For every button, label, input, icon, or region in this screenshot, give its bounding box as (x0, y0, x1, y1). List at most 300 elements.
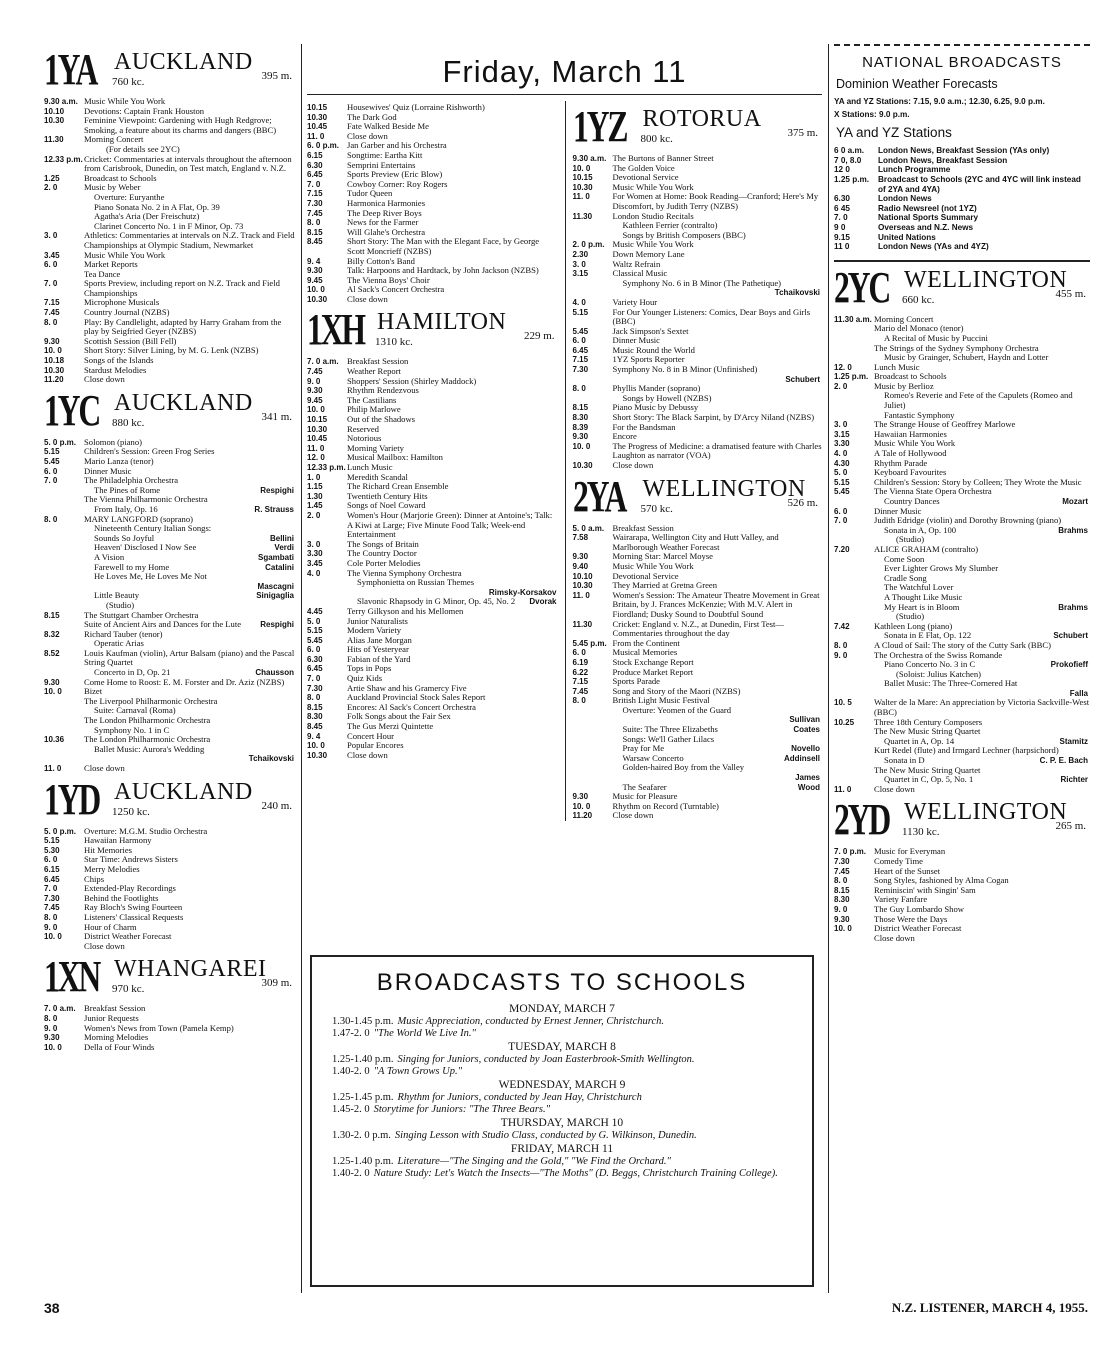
program-time: 2. 0 p.m. (572, 240, 605, 250)
program-time: 8.45 (307, 237, 323, 247)
program-text: Songs of Noel Coward (347, 500, 426, 511)
station-header (44, 45, 296, 94)
program-item (307, 151, 559, 161)
program-item (44, 932, 296, 942)
program-item (834, 727, 1090, 737)
program-time: 8. 0 (834, 640, 848, 650)
program-text: Quiz Kids (347, 673, 383, 684)
program-time: 7. 0 (307, 674, 321, 684)
program-text: Phyllis Mander (soprano) (612, 383, 701, 394)
program-time: 10. 0 (44, 1042, 62, 1052)
schools-day: MONDAY, MARCH 7 (509, 1003, 615, 1015)
program-item (834, 593, 1090, 603)
program-time: 10.30 (572, 581, 593, 591)
program-text: Broadcast to Schools (874, 371, 947, 382)
program-time: 6.45 (307, 170, 323, 180)
program-time (573, 754, 613, 764)
program-item (44, 174, 296, 184)
program-title: Sonata in D (884, 755, 925, 766)
program-time: 1.30 (307, 491, 323, 501)
program-item (307, 655, 559, 665)
composer: James (795, 773, 820, 783)
program-text: The Songs of Britain (347, 538, 419, 549)
program-text: Piano Sonata No. 2 in A Flat, Op. 39 (94, 201, 220, 212)
program-text: Classical Music (612, 268, 668, 279)
program-time: 8.15 (834, 885, 850, 895)
program-time (834, 934, 874, 944)
program-text: The Progress of Medicine: a dramatised feature with Charles Laughton as narrator (VOA) (612, 440, 822, 461)
program-time: 3. 0 (572, 259, 586, 269)
program-time (44, 582, 84, 592)
national-item (834, 156, 1090, 166)
program-text: Close down (347, 293, 388, 304)
national-item (834, 233, 1090, 243)
program-item (573, 763, 823, 773)
program-item (307, 732, 559, 742)
program-text: Piano Music by Debussy (612, 402, 699, 413)
program-text: Tudor Queen (347, 188, 393, 199)
program-item (44, 572, 296, 582)
program-item (44, 346, 296, 356)
station-name: HAMILTON (377, 309, 507, 336)
program-time: 10.15 (572, 173, 593, 183)
program-time (44, 524, 84, 534)
station-1ya (44, 45, 296, 385)
program-item (44, 476, 296, 486)
program-item (834, 459, 1090, 469)
national-time: 6 45 (834, 203, 850, 213)
program-text: District Weather Forecast (84, 931, 172, 942)
program-item (573, 192, 823, 211)
program-time (834, 727, 874, 737)
station-1yc (44, 385, 296, 774)
national-rule (834, 260, 1090, 262)
program-text: Tea Dance (84, 268, 121, 279)
program-text: Terry Gilkyson and his Mellomen (347, 605, 464, 616)
program-item (44, 116, 296, 135)
program-text: Mario del Monaco (tenor) (874, 323, 964, 334)
program-time: 9.30 (44, 1033, 60, 1043)
program-item (307, 722, 559, 732)
program-title: Concerto in D, Op. 21 (94, 667, 171, 678)
program-text: The New Music String Quartet (874, 764, 981, 775)
program-time: 7.15 (572, 677, 589, 687)
program-time: 6.30 (307, 654, 323, 664)
program-time: 10.45 (307, 122, 328, 132)
program-item (307, 377, 559, 387)
program-text: Meredith Scandal (347, 471, 408, 482)
program-time: 9.30 (834, 914, 850, 924)
program-text: Breakfast Session (347, 356, 409, 367)
schools-title: BROADCASTS TO SCHOOLS (376, 969, 748, 996)
schools-day: WEDNESDAY, MARCH 9 (498, 1079, 626, 1091)
program-text: Overture: Yeomen of the Guard (622, 704, 732, 715)
program-item (44, 279, 296, 298)
program-text: The Philadelphia Orchestra (84, 475, 179, 486)
schools-time: 1.25-1.40 p.m. (332, 1054, 394, 1065)
program-time: 7.15 (572, 355, 589, 365)
program-item (307, 285, 559, 295)
program-item (307, 396, 559, 406)
program-time: 7.45 (307, 367, 323, 377)
program-title: From Italy, Op. 16 (94, 503, 158, 514)
program-time: 8. 0 (307, 218, 321, 228)
program-text: Fantastic Symphony (884, 409, 955, 420)
program-text: Music While You Work (612, 560, 694, 571)
program-item (307, 141, 559, 151)
program-item (834, 372, 1090, 382)
program-time (834, 324, 874, 334)
program-text: Close down (874, 783, 915, 794)
program-time (44, 495, 84, 505)
national-time: 9 0 (834, 222, 846, 232)
program-text: The London Philharmonic Orchestra (84, 734, 211, 745)
program-text: Weather Report (347, 366, 401, 377)
wavelength: 526 m. (787, 496, 818, 509)
schools-time: 1.30-2. 0 p.m. (332, 1130, 391, 1141)
composer: Schubert (785, 374, 820, 384)
program-time: 9.30 (307, 386, 323, 396)
program-text: Cole Porter Melodies (347, 557, 421, 568)
program-time: 7. 0 (834, 516, 848, 526)
column-right (834, 44, 1090, 1293)
program-time: 7.45 (44, 308, 60, 318)
program-item (573, 173, 823, 183)
program-item (307, 664, 559, 674)
schools-time: 1.30-1.45 p.m. (332, 1016, 394, 1027)
program-time (834, 679, 874, 689)
program-time: 12.33 p.m. (307, 463, 346, 472)
program-time (834, 775, 874, 785)
program-text: Three 18th Century Composers (874, 716, 983, 727)
program-text: Junior Requests (84, 1012, 139, 1023)
program-text: Sports Parade (612, 676, 660, 687)
composer: Respighi (260, 485, 294, 495)
program-text: Stock Exchange Report (612, 656, 694, 667)
program-time: 12. 0 (307, 453, 325, 463)
page-number: 38 (44, 1300, 60, 1316)
program-list (573, 524, 823, 821)
program-time: 8.15 (572, 403, 589, 413)
program-item (307, 103, 559, 113)
program-item (44, 678, 296, 688)
program-item (44, 155, 296, 174)
program-item (307, 237, 559, 256)
program-text: Those Were the Days (874, 913, 948, 924)
program-text: Play: By Candlelight, adapted by Harry Graham from the play by Seigfried Geyer (NZBS) (84, 316, 282, 337)
composer: Dvorak (529, 597, 557, 607)
national-program: National Sports Summary (878, 213, 979, 223)
program-item (834, 857, 1090, 867)
program-text: Music While You Work (612, 239, 694, 250)
program-text: Musical Mailbox: Hamilton (347, 452, 443, 463)
broadcasts-to-schools-box (310, 955, 814, 1287)
program-title: A Vision (94, 551, 125, 562)
program-item (44, 553, 296, 563)
program-title: Suite of Ancient Airs and Dances for the Lute (84, 619, 242, 630)
program-time: 8. 0 (44, 1013, 58, 1023)
composer: Stamitz (1059, 736, 1088, 746)
schools-day: TUESDAY, MARCH 8 (508, 1041, 616, 1053)
weather-line-2: X Stations: 9.0 p.m. (834, 109, 910, 119)
station-2yd (834, 795, 1090, 943)
program-time: 3.30 (307, 549, 323, 559)
program-time (573, 706, 613, 716)
program-time: 9. 0 (307, 376, 321, 386)
program-item (834, 905, 1090, 915)
program-text: Artie Shaw and his Gramercy Five (347, 682, 467, 693)
program-time: 7.30 (44, 893, 60, 903)
program-time: 11. 0 (307, 131, 325, 141)
program-text: Dinner Music (612, 335, 660, 346)
program-time: 7. 0 (44, 476, 58, 486)
program-title: Piano Concerto No. 3 in C (884, 659, 976, 670)
station-1xn (44, 952, 296, 1052)
program-text: Ever Lighter Grows My Slumber (884, 563, 999, 574)
program-time: 5. 0 (834, 468, 848, 478)
program-item (44, 524, 296, 534)
program-time: 11.30 (44, 135, 64, 145)
wavelength: 341 m. (261, 410, 292, 423)
schools-desc: Singing for Juniors, conducted by Joan Easterbrook-Smith Wellington. (397, 1054, 695, 1065)
program-text: A Recital of Music by Puccini (884, 332, 988, 343)
program-text: Music by Berlioz (874, 380, 934, 391)
program-time (44, 270, 84, 280)
program-time: 5.30 (44, 845, 60, 855)
program-time: 10. 5 (834, 698, 852, 708)
program-item (573, 591, 823, 620)
program-text: The Vienna Symphony Orchestra (347, 567, 462, 578)
program-text: Mario Lanza (tenor) (84, 456, 154, 466)
program-time: 10. 0 (307, 741, 325, 751)
program-text: Alias Jane Morgan (347, 634, 412, 645)
program-time: 10.15 (307, 415, 328, 425)
program-time: 1.25 p.m. (834, 372, 869, 382)
program-time: 8. 0 (44, 514, 58, 524)
program-time: 9.30 (572, 552, 589, 562)
program-time: 1.25 (44, 173, 60, 183)
call-sign: 2YC (834, 262, 890, 312)
program-text: Louis Kaufman (violin), Artur Balsam (piano) and the Pascal String Quartet (84, 647, 295, 668)
program-text: The Country Doctor (347, 548, 417, 559)
frequency: 1250 kc. (112, 805, 150, 818)
program-time: 6.45 (572, 345, 589, 355)
national-items (834, 146, 1090, 252)
program-text: Women's News from Town (Pamela Kemp) (84, 1022, 234, 1033)
program-text: Bizet (84, 686, 103, 697)
program-time: 3.15 (834, 429, 850, 439)
program-time (834, 574, 874, 584)
program-item (307, 434, 559, 444)
frequency: 760 kc. (112, 76, 145, 88)
program-time: 4.45 (307, 606, 323, 616)
program-time: 4. 0 (572, 297, 586, 307)
program-text: Jan Garber and his Orchestra (347, 140, 447, 151)
program-time: 10. 0 (44, 932, 62, 942)
program-text: Popular Encores (347, 740, 404, 751)
program-item (834, 915, 1090, 925)
station-name: WHANGAREI (114, 956, 267, 983)
national-time: 1.25 p.m. (834, 174, 870, 184)
program-text: Music for Everyman (874, 846, 946, 857)
program-text: Songtime: Eartha Kitt (347, 149, 423, 160)
program-text: The Guy Lombardo Show (874, 903, 964, 914)
program-time: 11.30 (572, 211, 593, 221)
program-item (573, 773, 823, 783)
wavelength: 229 m. (523, 330, 555, 343)
program-time: 3.45 (44, 250, 60, 260)
schools-desc: Rhythm for Juniors, conducted by Jean Hay, Christchurch (397, 1092, 642, 1103)
program-time: 6. 0 (44, 260, 58, 270)
national-time: 11 0 (834, 242, 850, 252)
program-text: Junior Naturalists (347, 615, 408, 626)
program-text: Dinner Music (874, 505, 922, 516)
call-sign: 2YD (834, 795, 890, 845)
frequency: 800 kc. (640, 133, 673, 145)
station-header (44, 774, 296, 824)
program-time (834, 334, 874, 344)
program-item (834, 698, 1090, 717)
schools-row (312, 1092, 812, 1104)
schools-row (312, 1066, 812, 1078)
program-text: For the Bandsman (612, 421, 676, 432)
program-text: Clarinet Concerto No. 1 in F Minor, Op. 73 (94, 220, 244, 231)
program-item (573, 164, 823, 174)
program-text: Billy Cotton's Band (347, 255, 415, 266)
schools-desc: Music Appreciation, conducted by Ernest Jenner, Christchurch. (397, 1016, 664, 1027)
program-item (44, 457, 296, 467)
program-time: 9. 0 (44, 1023, 58, 1033)
program-item (307, 266, 559, 276)
program-text: Music by Grainger, Schubert, Haydn and Lotter (884, 352, 1049, 363)
program-item (44, 356, 296, 366)
program-item (573, 811, 823, 821)
program-text: They Married at Gretna Green (612, 580, 718, 591)
program-item (307, 209, 559, 219)
national-time: 12 0 (834, 165, 850, 175)
program-text: Music for Pleasure (612, 791, 678, 802)
composer: Tchaikovski (248, 754, 294, 764)
program-text: Ballet Music: Aurora's Wedding (94, 743, 205, 754)
frequency: 570 kc. (640, 502, 673, 515)
program-item (573, 288, 823, 298)
station-name: WELLINGTON (642, 475, 806, 502)
schools-day: THURSDAY, MARCH 10 (500, 1117, 624, 1129)
schools-schedule (312, 1003, 812, 1180)
program-text: A Tale of Hollywood (874, 448, 947, 459)
frequency: 880 kc. (112, 416, 145, 429)
schools-day: FRIDAY, MARCH 11 (510, 1143, 614, 1155)
program-text: Walter de la Mare: An appreciation by Victoria Sackville-West (BBC) (874, 697, 1090, 718)
program-text: Kurt Redel (flute) and Irmgard Lechner (harpsichord) (874, 745, 1059, 756)
program-time (834, 555, 874, 565)
program-time: 6.15 (44, 864, 60, 874)
frequency: 1130 kc. (902, 826, 940, 839)
call-sign: 1YD (44, 774, 100, 824)
program-text: Fabian of the Yard (347, 653, 411, 664)
program-time (307, 578, 347, 588)
schools-desc: Storytime for Juniors: "The Three Bears." (373, 1104, 551, 1115)
program-time: 6.19 (572, 657, 589, 667)
program-time (573, 288, 613, 298)
program-time: 9.30 (572, 792, 589, 802)
program-time (834, 670, 874, 680)
wavelength: 455 m. (1055, 287, 1086, 300)
program-time: 10. 0 (44, 687, 62, 697)
program-text: The New Music String Quartet (874, 726, 981, 737)
schools-time: 1.25-1.40 p.m. (332, 1156, 394, 1167)
program-time: 5.45 (834, 487, 850, 497)
program-text: Sports Preview, including report on N.Z. Track and Field Championships (84, 278, 280, 298)
program-time: 8. 0 (834, 876, 848, 886)
program-text: Auckland Provincial Stock Sales Report (347, 692, 486, 703)
program-time (44, 563, 84, 573)
program-text: Close down (612, 810, 654, 821)
program-time: 6. 0 (834, 506, 848, 516)
program-time: 6. 0 (307, 645, 321, 655)
program-time: 10.45 (307, 434, 328, 444)
program-time: 11.20 (572, 811, 593, 821)
program-text: Housewives' Quiz (Lorraine Rishworth) (347, 102, 485, 112)
program-text: Microphone Musicals (84, 297, 160, 308)
program-item (44, 620, 296, 630)
program-item (573, 658, 823, 668)
program-text: Hit Memories (84, 844, 132, 855)
program-item (307, 751, 559, 761)
wavelength: 265 m. (1055, 820, 1086, 833)
program-text: Devotional Service (612, 172, 679, 183)
program-list (834, 315, 1090, 795)
middle-subcolumn-left (307, 101, 559, 821)
program-time (834, 689, 874, 699)
program-item (573, 562, 823, 572)
program-item (307, 415, 559, 425)
program-text: The Dark God (347, 111, 397, 122)
program-time (44, 203, 84, 213)
program-text: Solomon (piano) (84, 436, 143, 447)
program-text: Chips (84, 873, 105, 884)
program-time (834, 737, 874, 747)
program-time (573, 783, 613, 793)
program-time: 6. 0 (44, 855, 58, 865)
program-item (44, 865, 296, 875)
program-text: (Studio) (106, 599, 135, 610)
program-time: 7.45 (44, 903, 60, 913)
program-time: 4.30 (834, 458, 850, 468)
program-item (307, 453, 559, 463)
program-text: The Vienna Boys' Choir (347, 274, 430, 285)
program-time: 5. 0 p.m. (44, 437, 77, 447)
composer: Prokofieff (1050, 660, 1088, 670)
program-text: Twentieth Century Hits (347, 490, 428, 501)
program-text: Short Story: The Black Sarpint, by D'Arcy Niland (NZBS) (612, 412, 815, 423)
program-text: A Cloud of Sail: The story of the Cutty Sark (BBC) (874, 639, 1051, 650)
program-list (573, 154, 823, 471)
program-time: 6. 0 p.m. (307, 141, 340, 151)
program-text: Waltz Refrain (612, 258, 661, 269)
program-time: 9.45 (307, 275, 323, 285)
program-time (44, 745, 84, 755)
station-name: WELLINGTON (904, 799, 1068, 826)
program-text: The Golden Voice (612, 162, 675, 173)
composer: Tchaikovski (774, 288, 820, 298)
program-time (834, 535, 874, 545)
program-title: Pray for Me (622, 743, 665, 754)
program-text: Hits of Yesteryear (347, 644, 409, 655)
program-time: 9. 0 (834, 904, 848, 914)
program-text: Country Journal (NZBS) (84, 307, 170, 318)
program-item (834, 526, 1090, 536)
